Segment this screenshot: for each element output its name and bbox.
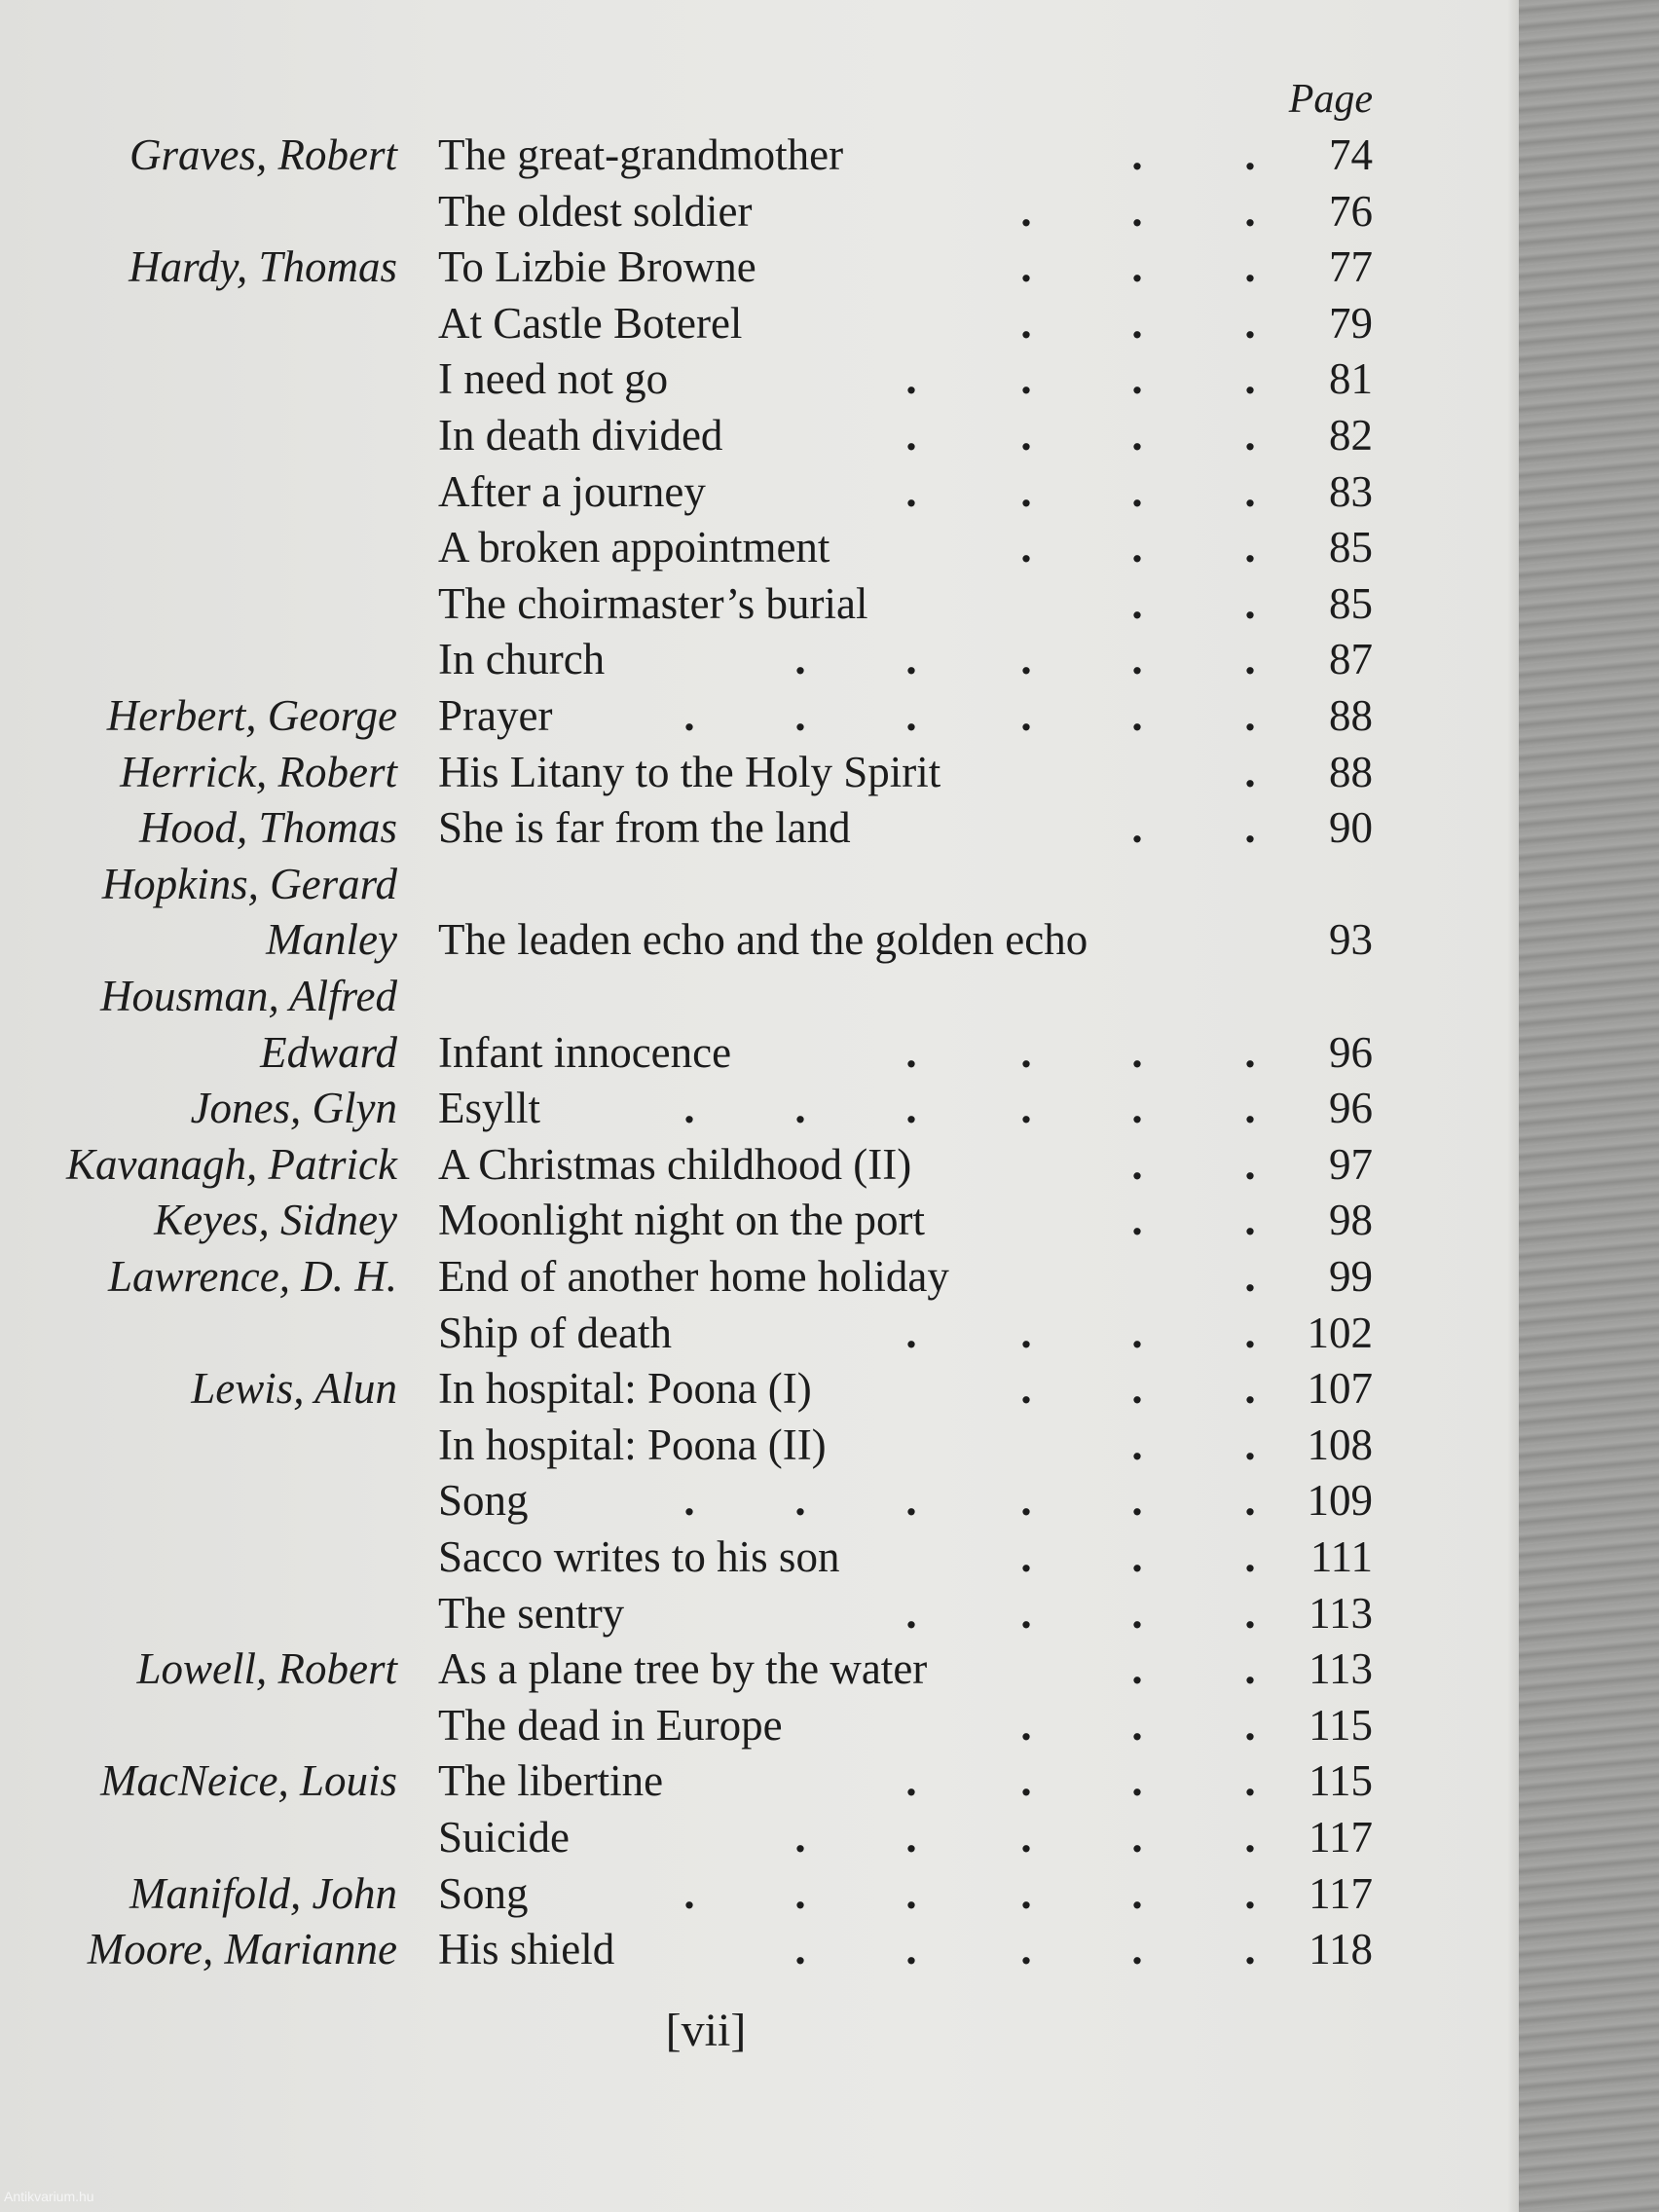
entry-title: His Litany to the Holy Spirit bbox=[438, 748, 941, 796]
leader-dot: . bbox=[1244, 467, 1256, 516]
leader-dot: . bbox=[905, 691, 917, 740]
toc-entry bbox=[0, 911, 1529, 968]
entry-title: End of another home holiday bbox=[438, 1252, 949, 1301]
entry-page-number: 113 bbox=[1309, 1589, 1373, 1638]
entry-page-number: 118 bbox=[1309, 1925, 1373, 1973]
leader-dot: . bbox=[905, 1084, 917, 1132]
entry-page-number: 108 bbox=[1307, 1420, 1373, 1469]
leader-dot: . bbox=[1131, 1813, 1143, 1862]
entry-author: Lawrence, D. H. bbox=[107, 1252, 397, 1301]
entry-author: Herbert, George bbox=[106, 691, 397, 740]
entry-author: Moore, Marianne bbox=[87, 1925, 397, 1973]
entry-page-number: 87 bbox=[1329, 635, 1373, 683]
entry-author: Herrick, Robert bbox=[120, 748, 397, 796]
entry-page-number: 115 bbox=[1309, 1756, 1373, 1805]
leader-dot: . bbox=[1244, 1196, 1256, 1244]
toc-entry bbox=[0, 1080, 1529, 1136]
toc-entry bbox=[0, 1024, 1529, 1081]
leader-dot: . bbox=[1244, 1476, 1256, 1525]
leader-dot: . bbox=[1020, 1028, 1032, 1077]
leader-dot: . bbox=[1244, 1084, 1256, 1132]
toc-entry bbox=[0, 1472, 1529, 1529]
leader-dot: . bbox=[1020, 467, 1032, 516]
leader-dot: . bbox=[1020, 1756, 1032, 1805]
leader-dot: . bbox=[905, 354, 917, 403]
leader-dot: . bbox=[1244, 635, 1256, 683]
entry-title: A Christmas childhood (II) bbox=[438, 1140, 912, 1189]
entry-page-number: 88 bbox=[1329, 691, 1373, 740]
leader-dot: . bbox=[1131, 691, 1143, 740]
entry-title: Infant innocence bbox=[438, 1028, 732, 1077]
entry-title: In hospital: Poona (I) bbox=[438, 1364, 812, 1413]
entry-page-number: 115 bbox=[1309, 1701, 1373, 1750]
leader-dot: . bbox=[1244, 803, 1256, 852]
entry-page-number: 107 bbox=[1307, 1364, 1373, 1413]
leader-dot: . bbox=[1244, 1644, 1256, 1693]
leader-dot: . bbox=[1131, 130, 1143, 179]
toc-entry bbox=[0, 575, 1529, 632]
toc-entry bbox=[0, 183, 1529, 240]
entry-title: Ship of death bbox=[438, 1309, 672, 1357]
leader-dot: . bbox=[1020, 242, 1032, 291]
leader-dot: . bbox=[1244, 130, 1256, 179]
watermark-text: Antikvarium.hu bbox=[4, 2189, 94, 2204]
leader-dot: . bbox=[683, 1084, 695, 1132]
leader-dot: . bbox=[1131, 1364, 1143, 1413]
leader-dot: . bbox=[1244, 1364, 1256, 1413]
leader-dot: . bbox=[1131, 1589, 1143, 1638]
leader-dot: . bbox=[1131, 299, 1143, 348]
leader-dot: . bbox=[1131, 1925, 1143, 1973]
leader-dot: . bbox=[1131, 1196, 1143, 1244]
leader-dot: . bbox=[1020, 1309, 1032, 1357]
leader-dot: . bbox=[905, 467, 917, 516]
leader-dot: . bbox=[1131, 1869, 1143, 1918]
entry-title: Esyllt bbox=[438, 1084, 541, 1132]
leader-dot: . bbox=[1244, 691, 1256, 740]
leader-dot: . bbox=[905, 1309, 917, 1357]
leader-dot: . bbox=[794, 691, 806, 740]
entry-title: At Castle Boterel bbox=[438, 299, 743, 348]
toc-entry bbox=[0, 856, 1529, 912]
entry-author: Lewis, Alun bbox=[191, 1364, 397, 1413]
entry-title: After a journey bbox=[438, 467, 706, 516]
leader-dot: . bbox=[1131, 1476, 1143, 1525]
leader-dot: . bbox=[794, 635, 806, 683]
entry-page-number: 97 bbox=[1329, 1140, 1373, 1189]
entry-author: Manifold, John bbox=[129, 1869, 397, 1918]
toc-entry bbox=[0, 1360, 1529, 1417]
entry-page-number: 90 bbox=[1329, 803, 1373, 852]
toc-entry bbox=[0, 519, 1529, 575]
leader-dot: . bbox=[794, 1869, 806, 1918]
entry-author: Hopkins, Gerard bbox=[101, 860, 397, 908]
entry-page-number: 99 bbox=[1329, 1252, 1373, 1301]
entry-page-number: 98 bbox=[1329, 1196, 1373, 1244]
entry-author: Graves, Robert bbox=[129, 130, 397, 179]
leader-dot: . bbox=[1244, 411, 1256, 460]
leader-dot: . bbox=[905, 1813, 917, 1862]
entry-page-number: 117 bbox=[1309, 1813, 1373, 1862]
leader-dot: . bbox=[1131, 467, 1143, 516]
entry-page-number: 117 bbox=[1309, 1869, 1373, 1918]
entry-title: She is far from the land bbox=[438, 803, 851, 852]
leader-dot: . bbox=[1244, 748, 1256, 796]
leader-dot: . bbox=[1131, 1028, 1143, 1077]
page-column-heading: Page bbox=[1288, 77, 1373, 122]
entry-page-number: 102 bbox=[1307, 1309, 1373, 1357]
entry-page-number: 111 bbox=[1309, 1532, 1373, 1581]
entry-author: Lowell, Robert bbox=[136, 1644, 397, 1693]
entry-title: Song bbox=[438, 1476, 529, 1525]
leader-dot: . bbox=[1131, 242, 1143, 291]
leader-dot: . bbox=[1131, 635, 1143, 683]
leader-dot: . bbox=[1244, 1420, 1256, 1469]
leader-dot: . bbox=[1244, 523, 1256, 571]
entry-page-number: 96 bbox=[1329, 1028, 1373, 1077]
leader-dot: . bbox=[905, 411, 917, 460]
toc-entry bbox=[0, 799, 1529, 856]
entry-author: Housman, Alfred bbox=[99, 972, 397, 1020]
entry-author: Edward bbox=[260, 1028, 397, 1077]
leader-dot: . bbox=[1020, 1532, 1032, 1581]
entry-author: MacNeice, Louis bbox=[100, 1756, 397, 1805]
leader-dot: . bbox=[1020, 1813, 1032, 1862]
leader-dot: . bbox=[1020, 1364, 1032, 1413]
leader-dot: . bbox=[1020, 635, 1032, 683]
toc-entry bbox=[0, 239, 1529, 295]
toc-entry bbox=[0, 1641, 1529, 1697]
leader-dot: . bbox=[905, 1869, 917, 1918]
leader-dot: . bbox=[1244, 354, 1256, 403]
toc-entry bbox=[0, 1529, 1529, 1585]
entry-page-number: 74 bbox=[1329, 130, 1373, 179]
leader-dot: . bbox=[1020, 187, 1032, 236]
toc-entry bbox=[0, 631, 1529, 687]
leader-dot: . bbox=[1244, 1701, 1256, 1750]
leader-dot: . bbox=[794, 1813, 806, 1862]
entry-title: In hospital: Poona (II) bbox=[438, 1420, 827, 1469]
entry-author: Kavanagh, Patrick bbox=[66, 1140, 397, 1189]
leader-dot: . bbox=[794, 1925, 806, 1973]
entry-author: Jones, Glyn bbox=[190, 1084, 397, 1132]
toc-entry bbox=[0, 127, 1529, 183]
entry-title: As a plane tree by the water bbox=[438, 1644, 928, 1693]
leader-dot: . bbox=[683, 1869, 695, 1918]
leader-dot: . bbox=[1131, 1756, 1143, 1805]
toc-entry bbox=[0, 1192, 1529, 1248]
leader-dot: . bbox=[905, 1589, 917, 1638]
entry-page-number: 83 bbox=[1329, 467, 1373, 516]
leader-dot: . bbox=[905, 1925, 917, 1973]
entry-page-number: 85 bbox=[1329, 523, 1373, 571]
toc-entry bbox=[0, 1865, 1529, 1922]
leader-dot: . bbox=[1244, 1589, 1256, 1638]
facing-page-edge bbox=[1519, 0, 1659, 2212]
entry-title: His shield bbox=[438, 1925, 615, 1973]
leader-dot: . bbox=[683, 1476, 695, 1525]
leader-dot: . bbox=[905, 635, 917, 683]
leader-dot: . bbox=[1244, 1756, 1256, 1805]
entry-page-number: 109 bbox=[1307, 1476, 1373, 1525]
entry-page-number: 76 bbox=[1329, 187, 1373, 236]
leader-dot: . bbox=[1020, 1476, 1032, 1525]
leader-dot: . bbox=[1244, 1140, 1256, 1189]
leader-dot: . bbox=[1244, 299, 1256, 348]
toc-entry bbox=[0, 1809, 1529, 1865]
entry-page-number: 85 bbox=[1329, 579, 1373, 628]
leader-dot: . bbox=[1020, 1589, 1032, 1638]
entry-title: Suicide bbox=[438, 1813, 570, 1862]
leader-dot: . bbox=[1244, 1925, 1256, 1973]
page-folio: [vii] bbox=[665, 2005, 747, 2056]
entry-page-number: 77 bbox=[1329, 242, 1373, 291]
leader-dot: . bbox=[1131, 1309, 1143, 1357]
toc-entry bbox=[0, 1248, 1529, 1305]
leader-dot: . bbox=[1244, 242, 1256, 291]
entry-title: I need not go bbox=[438, 354, 669, 403]
entry-page-number: 88 bbox=[1329, 748, 1373, 796]
toc-entry bbox=[0, 1752, 1529, 1809]
leader-dot: . bbox=[1020, 1084, 1032, 1132]
leader-dot: . bbox=[905, 1028, 917, 1077]
toc-entry bbox=[0, 463, 1529, 520]
entry-page-number: 79 bbox=[1329, 299, 1373, 348]
toc-entry bbox=[0, 1921, 1529, 1977]
leader-dot: . bbox=[1020, 523, 1032, 571]
leader-dot: . bbox=[1244, 187, 1256, 236]
entry-page-number: 113 bbox=[1309, 1644, 1373, 1693]
leader-dot: . bbox=[1020, 299, 1032, 348]
leader-dot: . bbox=[1131, 187, 1143, 236]
toc-entry bbox=[0, 968, 1529, 1024]
entry-title: Moonlight night on the port bbox=[438, 1196, 925, 1244]
entry-title: The choirmaster’s burial bbox=[438, 579, 868, 628]
leader-dot: . bbox=[1244, 1869, 1256, 1918]
leader-dot: . bbox=[1131, 1701, 1143, 1750]
entry-title: In church bbox=[438, 635, 606, 683]
leader-dot: . bbox=[1131, 1084, 1143, 1132]
leader-dot: . bbox=[1131, 1140, 1143, 1189]
entry-page-number: 81 bbox=[1329, 354, 1373, 403]
leader-dot: . bbox=[1131, 523, 1143, 571]
leader-dot: . bbox=[1131, 354, 1143, 403]
entry-title: The libertine bbox=[438, 1756, 664, 1805]
leader-dot: . bbox=[1020, 1925, 1032, 1973]
entry-author: Keyes, Sidney bbox=[154, 1196, 397, 1244]
entry-title: Song bbox=[438, 1869, 529, 1918]
leader-dot: . bbox=[1131, 411, 1143, 460]
entry-page-number: 82 bbox=[1329, 411, 1373, 460]
entry-title: The oldest soldier bbox=[438, 187, 753, 236]
leader-dot: . bbox=[1020, 1869, 1032, 1918]
leader-dot: . bbox=[683, 691, 695, 740]
toc-entry bbox=[0, 350, 1529, 407]
leader-dot: . bbox=[1244, 1813, 1256, 1862]
entry-page-number: 96 bbox=[1329, 1084, 1373, 1132]
entry-title: Sacco writes to his son bbox=[438, 1532, 840, 1581]
leader-dot: . bbox=[1131, 1420, 1143, 1469]
entry-author: Hood, Thomas bbox=[138, 803, 397, 852]
entry-page-number: 93 bbox=[1329, 915, 1373, 964]
entry-title: To Lizbie Browne bbox=[438, 242, 756, 291]
entry-title: The dead in Europe bbox=[438, 1701, 783, 1750]
leader-dot: . bbox=[905, 1476, 917, 1525]
toc-entry bbox=[0, 1305, 1529, 1361]
leader-dot: . bbox=[1020, 411, 1032, 460]
entry-title: Prayer bbox=[438, 691, 553, 740]
toc-entry bbox=[0, 1697, 1529, 1753]
leader-dot: . bbox=[1244, 1309, 1256, 1357]
toc-entry bbox=[0, 1136, 1529, 1193]
toc-entry bbox=[0, 744, 1529, 800]
leader-dot: . bbox=[1131, 579, 1143, 628]
entry-author: Hardy, Thomas bbox=[129, 242, 397, 291]
toc-entry bbox=[0, 407, 1529, 463]
leader-dot: . bbox=[1020, 354, 1032, 403]
entry-title: The leaden echo and the golden echo bbox=[438, 915, 1088, 964]
entry-title: In death divided bbox=[438, 411, 723, 460]
toc-entry bbox=[0, 687, 1529, 744]
entry-title: The great-grandmother bbox=[438, 130, 844, 179]
leader-dot: . bbox=[1244, 579, 1256, 628]
leader-dot: . bbox=[794, 1084, 806, 1132]
leader-dot: . bbox=[1131, 803, 1143, 852]
leader-dot: . bbox=[1244, 1028, 1256, 1077]
leader-dot: . bbox=[1244, 1252, 1256, 1301]
toc-entry bbox=[0, 1585, 1529, 1641]
entry-author: Manley bbox=[266, 915, 397, 964]
toc-entry bbox=[0, 295, 1529, 351]
entry-title: A broken appointment bbox=[438, 523, 830, 571]
entry-title: The sentry bbox=[438, 1589, 625, 1638]
leader-dot: . bbox=[905, 1756, 917, 1805]
leader-dot: . bbox=[1244, 1532, 1256, 1581]
toc-entry bbox=[0, 1417, 1529, 1473]
leader-dot: . bbox=[794, 1476, 806, 1525]
leader-dot: . bbox=[1020, 691, 1032, 740]
leader-dot: . bbox=[1131, 1644, 1143, 1693]
leader-dot: . bbox=[1020, 1701, 1032, 1750]
leader-dot: . bbox=[1131, 1532, 1143, 1581]
